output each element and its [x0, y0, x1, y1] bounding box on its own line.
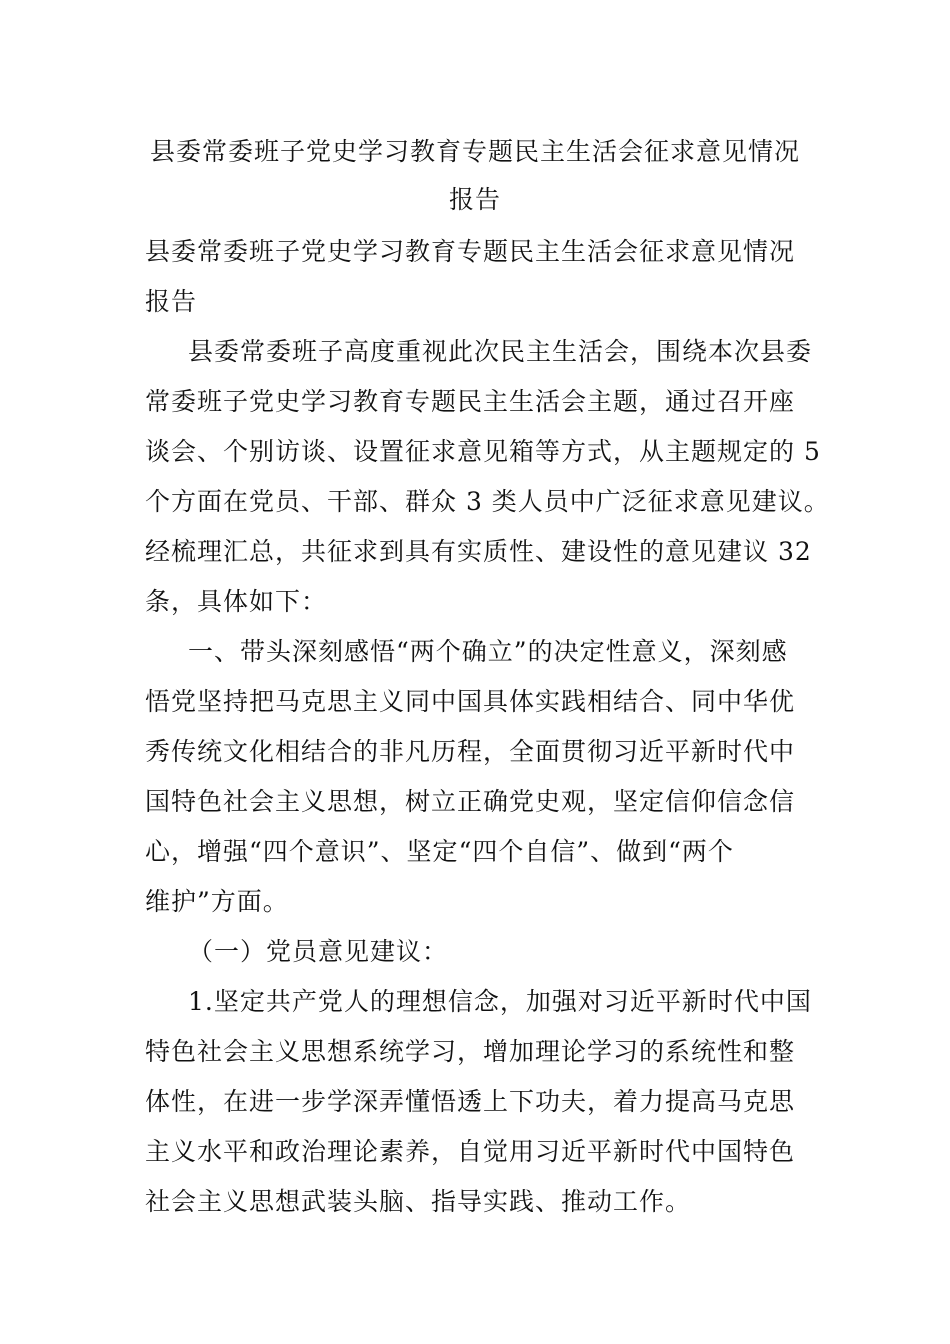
document-title-line-1: 县委常委班子党史学习教育专题民主生活会征求意见情况: [149, 137, 800, 166]
body-line: 国特色社会主义思想，树立正确党史观，坚定信仰信念信: [145, 787, 796, 816]
body-line: 条，具体如下：: [145, 587, 328, 616]
body-line: 社会主义思想武装头脑、指导实践、推动工作。: [145, 1187, 692, 1216]
subsection-heading-line: （一）党员意见建议：: [188, 937, 449, 966]
list-item-1-line: 1.坚定共产党人的理想信念，加强对习近平新时代中国: [188, 987, 812, 1016]
section-heading-line: 一、带头深刻感悟“两个确立”的决定性意义，深刻感: [188, 637, 788, 666]
body-line: 谈会、个别访谈、设置征求意见箱等方式，从主题规定的 5: [145, 437, 821, 466]
paragraph-intro-line: 县委常委班子高度重视此次民主生活会，围绕本次县委: [188, 337, 813, 366]
body-line: 常委班子党史学习教育专题民主生活会主题，通过召开座: [145, 387, 796, 416]
body-line: 个方面在党员、干部、群众 3 类人员中广泛征求意见建议。: [145, 487, 830, 516]
body-line: 主义水平和政治理论素养，自觉用习近平新时代中国特色: [145, 1137, 796, 1166]
body-line: 维护”方面。: [145, 887, 289, 916]
body-line: 县委常委班子党史学习教育专题民主生活会征求意见情况: [145, 237, 796, 266]
body-line: 报告: [145, 287, 198, 316]
body-line: 秀传统文化相结合的非凡历程，全面贯彻习近平新时代中: [145, 737, 796, 766]
body-line: 心，增强“四个意识”、坚定“四个自信”、做到“两个: [145, 837, 734, 866]
body-line: 特色社会主义思想系统学习，增加理论学习的系统性和整: [145, 1037, 796, 1066]
body-line: 悟党坚持把马克思主义同中国具体实践相结合、同中华优: [145, 687, 796, 716]
body-line: 体性，在进一步学深弄懂悟透上下功夫，着力提高马克思: [145, 1087, 796, 1116]
body-line: 经梳理汇总，共征求到具有实质性、建设性的意见建议 32: [145, 537, 812, 566]
document-title-line-2: 报告: [448, 185, 501, 214]
